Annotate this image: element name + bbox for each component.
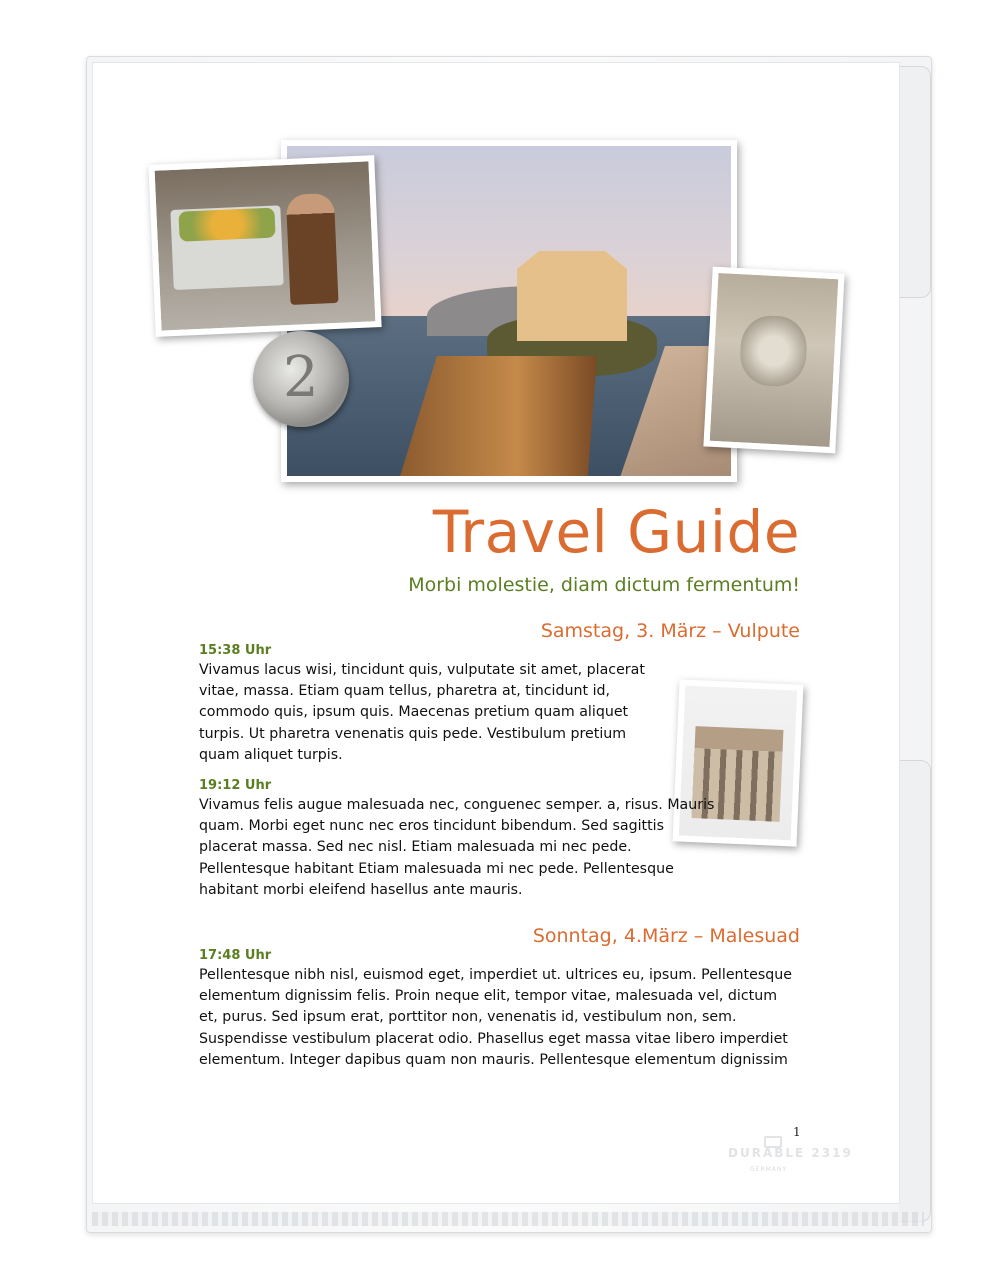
euro-coin-image bbox=[253, 331, 349, 427]
entry-text: Vivamus lacus wisi, tincidunt quis, vulputate sit amet, placerat vitae, massa. Etiam quam tellus, pharetra at, tincidunt id, commodo quis, ipsum quis. Maecenas pretium quam aliquet turpis. Ut pharetra venenatis quis pede. Vestibulum pretium quam aliquet turpis. bbox=[199, 662, 645, 763]
entry-text: Pellentesque nibh nisl, euismod eget, imperdiet ut. ultrices eu, ipsum. Pellentesque elementum dignissim felis. Proin neque elit, tempor vitae, malesuada vel, dictum et, purus. Sed ipsum erat, porttitor non, venenatis id, vestibulum non, sem. Suspendisse vestibulum placerat odio. Phasellus eget massa vitae libero imperdiet elementum. Integer dapibus quam non mauris. Pellentesque elementum dignissim bbox=[199, 967, 792, 1068]
sleeve-tab-top bbox=[899, 66, 931, 298]
day-heading-saturday: Samstag, 3. März – Vulpute bbox=[540, 620, 800, 642]
sleeve-brand: DURABLE 2319 bbox=[728, 1146, 853, 1160]
entry-text: Vivamus felis augue malesuada nec, conguenec semper. a, risus. Mauris quam. Morbi eget nunc nec eros tincidunt bibendum. Sed sagittis placerat massa. Sed nec nisl. Etiam malesuada mi nec pede. Pellentesque habitant Etiam malesuada mi nec pede. Pellentesque habitant morbi eleifend hasellus ante mauris. bbox=[199, 797, 715, 898]
entry-1748 bbox=[199, 948, 799, 1071]
entry-time: 17:48 Uhr bbox=[199, 948, 272, 963]
document-title: Travel Guide bbox=[432, 498, 800, 566]
entry-1538 bbox=[199, 643, 659, 766]
document-subtitle: Morbi molestie, diam dictum fermentum! bbox=[408, 574, 800, 596]
page-number: 1 bbox=[793, 1125, 801, 1139]
sleeve-brand-sub: GERMANY bbox=[750, 1166, 788, 1173]
entry-time: 15:38 Uhr bbox=[199, 643, 272, 658]
fountain-photo bbox=[703, 267, 844, 454]
sleeve-tab-bottom bbox=[899, 760, 931, 1222]
sleeve-seam bbox=[92, 1212, 924, 1226]
day-heading-sunday: Sonntag, 4.März – Malesuad bbox=[532, 925, 800, 947]
entry-time: 19:12 Uhr bbox=[199, 778, 272, 793]
entry-1912 bbox=[199, 778, 719, 901]
market-photo bbox=[148, 155, 381, 337]
